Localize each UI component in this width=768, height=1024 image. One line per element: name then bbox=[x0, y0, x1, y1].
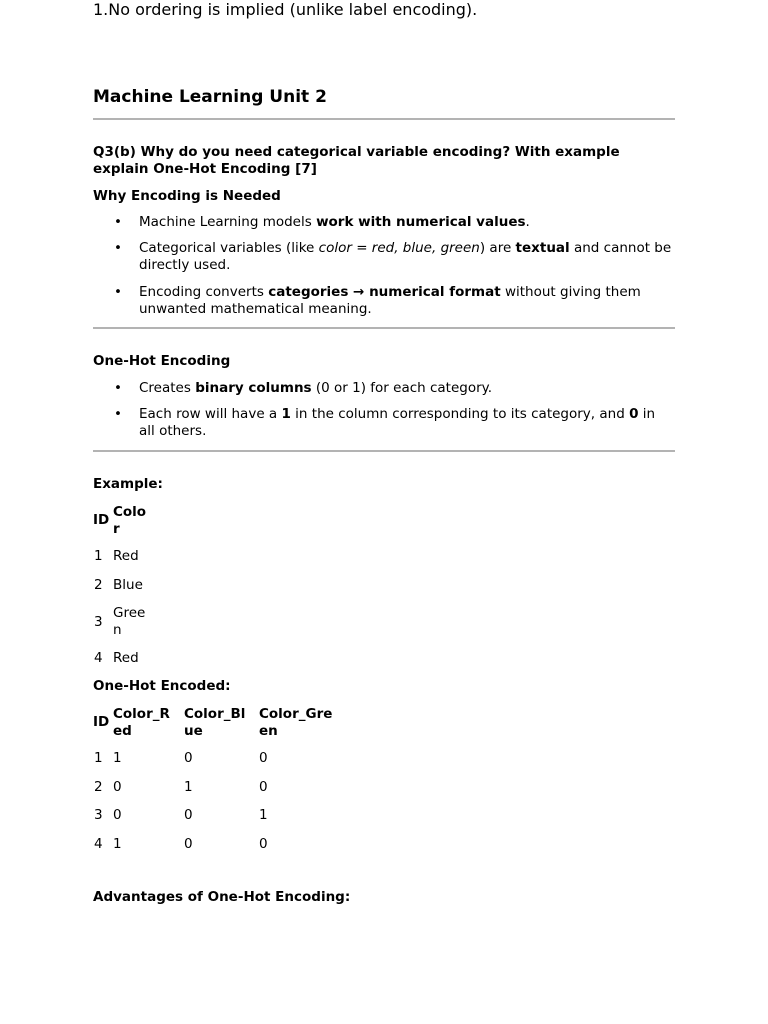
list-item: • Machine Learning models work with numerical values. bbox=[114, 214, 530, 230]
table-cell: 2 bbox=[94, 779, 103, 795]
question-heading: Q3(b) Why do you need categorical variable encoding? With example explain One-Hot Encoding [7] bbox=[93, 144, 620, 177]
table-cell: Blue bbox=[113, 577, 143, 593]
table-cell: 4 bbox=[94, 650, 103, 666]
divider bbox=[93, 327, 675, 329]
table-cell: 1 bbox=[113, 836, 122, 852]
table-header-color-blue: Color_Bl ue bbox=[184, 706, 246, 739]
one-hot-heading: One-Hot Encoding bbox=[93, 353, 231, 369]
table-cell: 1 bbox=[184, 779, 193, 795]
list-item: • Encoding converts categories → numerical format without giving them unwanted mathematical meaning. bbox=[114, 284, 641, 317]
table-cell: 1 bbox=[94, 548, 103, 564]
divider bbox=[93, 450, 675, 452]
table-cell: 3 bbox=[94, 614, 103, 630]
table-cell: Red bbox=[113, 548, 139, 564]
one-hot-encoded-heading: One-Hot Encoded: bbox=[93, 678, 231, 694]
divider bbox=[93, 118, 675, 120]
table-cell: 0 bbox=[113, 779, 122, 795]
table-cell: 1 bbox=[259, 807, 268, 823]
list-item: • Each row will have a 1 in the column corresponding to its category, and 0 in all others. bbox=[114, 406, 656, 439]
table-cell: 0 bbox=[184, 807, 193, 823]
document-page bbox=[93, 0, 675, 905]
advantages-heading: Advantages of One-Hot Encoding: bbox=[93, 889, 351, 905]
list-item: 1.No ordering is implied (unlike label encoding). bbox=[93, 0, 478, 19]
list-item: • Categorical variables (like color = red, blue, green) are textual and cannot be directly used. bbox=[114, 240, 672, 273]
advantages-list bbox=[93, 0, 675, 19]
table-cell: 1 bbox=[94, 750, 103, 766]
table-header-color: Colo r bbox=[113, 504, 147, 537]
table-cell: 0 bbox=[259, 750, 268, 766]
table-header-color-green: Color_Gre en bbox=[259, 706, 333, 739]
table-cell: 1 bbox=[113, 750, 122, 766]
table-cell: 3 bbox=[94, 807, 103, 823]
table-cell: 0 bbox=[259, 836, 268, 852]
table-cell: 0 bbox=[113, 807, 122, 823]
table-cell: 0 bbox=[184, 750, 193, 766]
table-header-id: ID bbox=[93, 512, 110, 528]
table-cell: 4 bbox=[94, 836, 103, 852]
table-header-id: ID bbox=[93, 714, 110, 730]
table-cell: 0 bbox=[184, 836, 193, 852]
table-cell: 0 bbox=[259, 779, 268, 795]
why-encoding-heading: Why Encoding is Needed bbox=[93, 188, 281, 204]
table-header-color-red: Color_R ed bbox=[113, 706, 170, 739]
table-cell: Red bbox=[113, 650, 139, 666]
table-cell: Gree n bbox=[113, 605, 146, 638]
list-item: • Creates binary columns (0 or 1) for each category. bbox=[114, 380, 493, 396]
example-heading: Example: bbox=[93, 476, 163, 492]
page-title: Machine Learning Unit 2 bbox=[93, 87, 327, 107]
table-cell: 2 bbox=[94, 577, 103, 593]
